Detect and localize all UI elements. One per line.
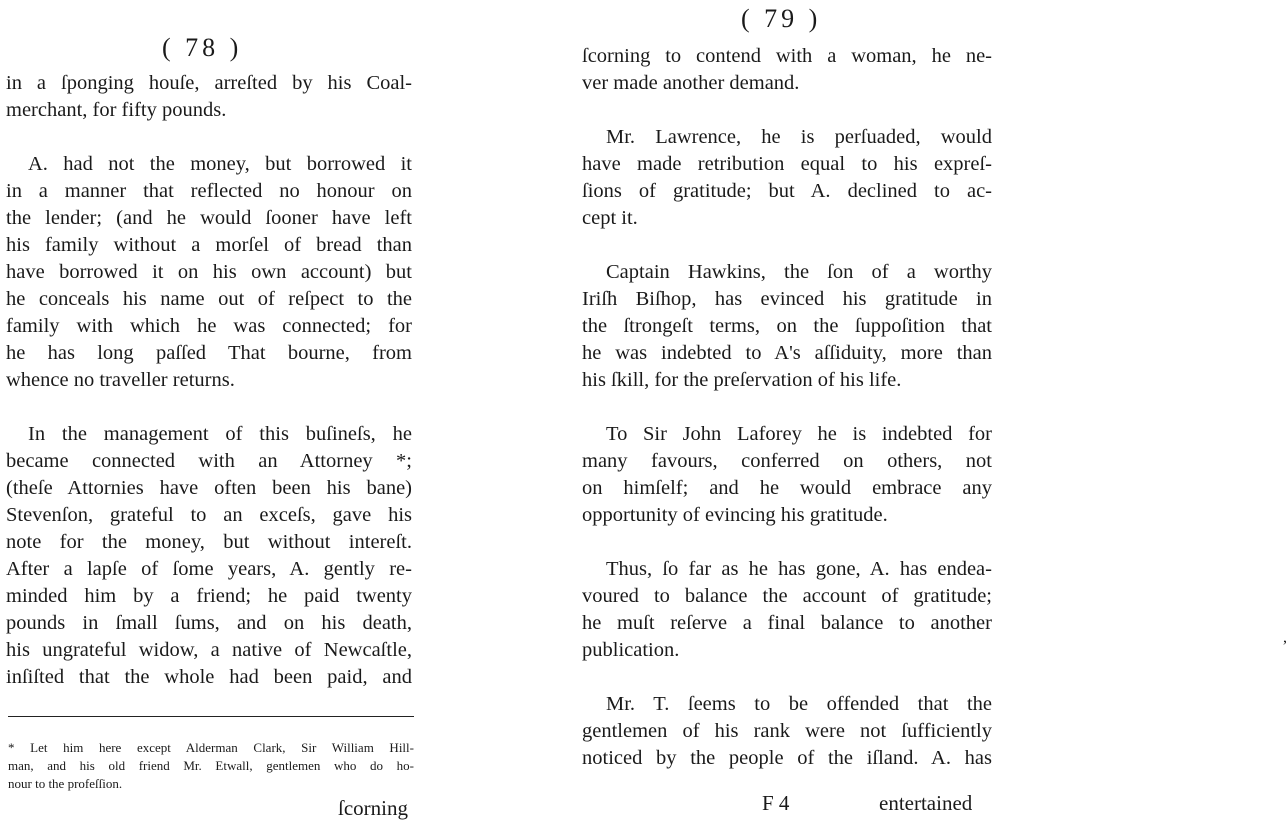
text-line: Stevenſon, grateful to an exceſs, gave his	[6, 504, 412, 526]
page-number-79: ( 79 )	[741, 4, 822, 33]
text-line: have made retribution equal to his expreſ-	[582, 153, 992, 175]
text-line: A. had not the money, but borrowed it	[28, 153, 412, 175]
footnote-line: nour to the profeſſion.	[8, 776, 123, 791]
footnote-line: man, and his old friend Mr. Etwall, gentlemen who do ho-	[8, 758, 414, 773]
text-line: ſions of gratitude; but A. declined to ac-	[582, 180, 992, 202]
page-number-78: ( 78 )	[162, 33, 243, 62]
text-line: the ſtrongeſt terms, on the ſuppoſition that	[582, 315, 992, 337]
text-line: his family without a morſel of bread than	[6, 234, 412, 256]
right-page	[578, 0, 1287, 827]
signature-mark: F 4	[762, 791, 790, 815]
text-line: publication.	[582, 639, 680, 661]
footnote-rule	[8, 716, 414, 717]
text-line: he muſt reſerve a final balance to another	[582, 612, 992, 634]
text-line: Thus, ſo far as he has gone, A. has endea-	[606, 558, 992, 580]
text-line: To Sir John Laforey he is indebted for	[606, 423, 992, 445]
text-line: Mr. Lawrence, he is perſuaded, would	[606, 126, 992, 148]
text-line: (theſe Attornies have often been his bane)	[6, 477, 412, 499]
catchword: entertained	[879, 791, 973, 815]
text-line: he was indebted to A's aſſiduity, more than	[582, 342, 992, 364]
text-line: ver made another demand.	[582, 72, 800, 94]
text-line: family with which he was connected; for	[6, 315, 412, 337]
text-line: noticed by the people of the iſland. A. has	[582, 747, 992, 769]
text-line: became connected with an Attorney *;	[6, 450, 412, 472]
text-line: cept it.	[582, 207, 638, 229]
text-line: gentlemen of his rank were not ſufficiently	[582, 720, 992, 742]
text-line: In the management of this buſineſs, he	[28, 423, 412, 445]
right-page-body	[582, 43, 992, 772]
text-line: minded him by a friend; he paid twenty	[6, 585, 412, 607]
text-line: inſiſted that the whole had been paid, and	[6, 666, 412, 688]
text-line: the lender; (and he would ſooner have left	[6, 207, 412, 229]
text-line: merchant, for fifty pounds.	[6, 99, 227, 121]
text-line: note for the money, but without intereſt.	[6, 531, 412, 553]
text-line: pounds in ſmall ſums, and on his death,	[6, 612, 412, 634]
text-line: voured to balance the account of gratitude;	[582, 585, 992, 607]
stray-mark: ,	[1283, 629, 1287, 646]
text-line: whence no traveller returns.	[6, 369, 235, 391]
text-line: opportunity of evincing his gratitude.	[582, 504, 888, 526]
footnote	[8, 739, 414, 793]
left-page	[0, 0, 430, 827]
text-line: on himſelf; and he would embrace any	[582, 477, 992, 499]
catchword: ſcorning	[338, 796, 408, 820]
text-line: his ungrateful widow, a native of Newcaſtle,	[6, 639, 412, 661]
text-line: Captain Hawkins, the ſon of a worthy	[606, 261, 992, 283]
text-line: Mr. T. ſeems to be offended that the	[606, 693, 992, 715]
text-line: he conceals his name out of reſpect to the	[6, 288, 412, 310]
text-line: ſcorning to contend with a woman, he ne-	[582, 45, 992, 67]
footnote-line: * Let him here except Alderman Clark, Sir William Hill-	[8, 740, 414, 755]
left-page-body	[6, 70, 412, 691]
text-line: After a lapſe of ſome years, A. gently re-	[6, 558, 412, 580]
text-line: in a ſponging houſe, arreſted by his Coal-	[6, 72, 412, 94]
text-line: Iriſh Biſhop, has evinced his gratitude in	[582, 288, 992, 310]
text-line: his ſkill, for the preſervation of his life.	[582, 369, 902, 391]
text-line: in a manner that reflected no honour on	[6, 180, 412, 202]
text-line: many favours, conferred on others, not	[582, 450, 992, 472]
text-line: he has long paſſed That bourne, from	[6, 342, 412, 364]
text-line: have borrowed it on his own account) but	[6, 261, 412, 283]
